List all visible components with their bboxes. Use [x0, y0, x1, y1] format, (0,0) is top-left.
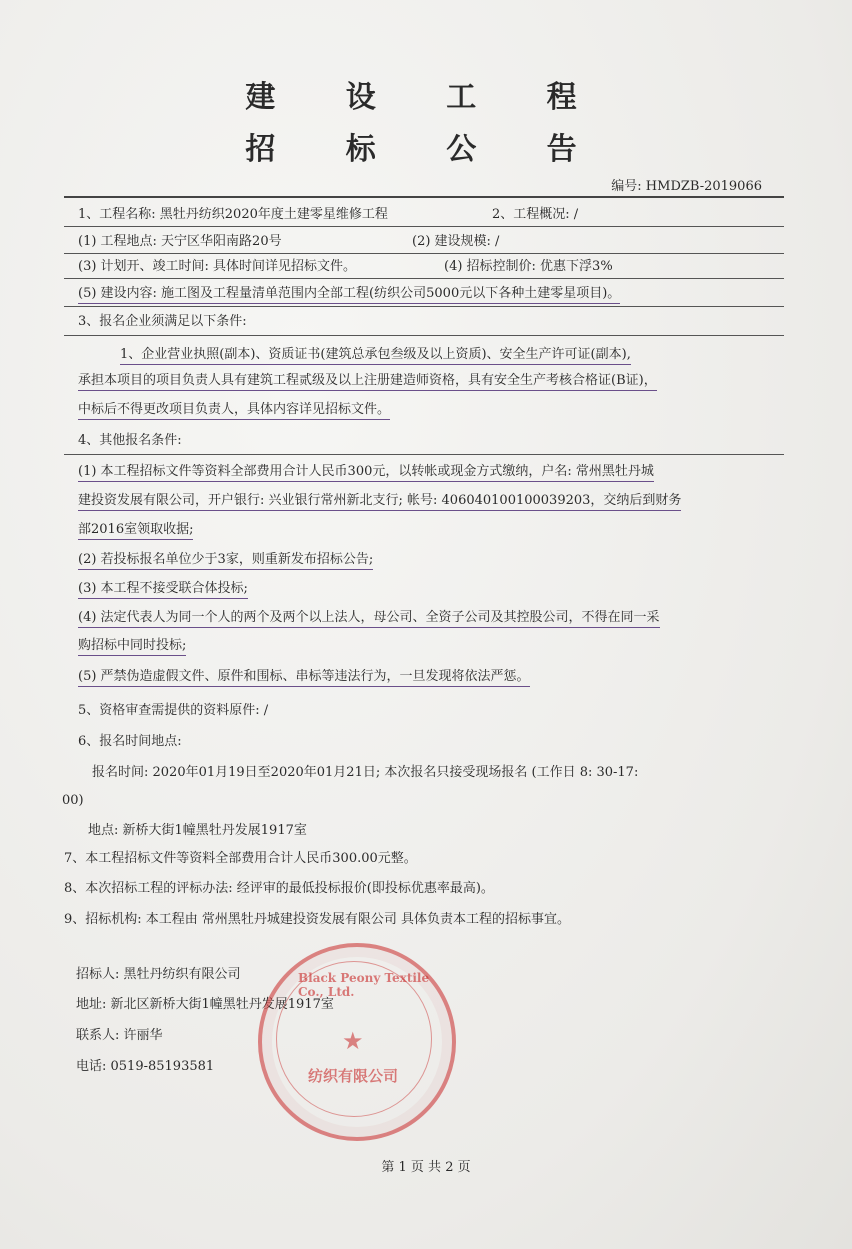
line-28: 联系人: 许丽华	[76, 1028, 163, 1043]
line-14: (3) 本工程不接受联合体投标;	[78, 580, 248, 599]
line-20: 报名时间: 2020年01月19日至2020年01月21日; 本次报名只接受现场报名 (工作日 8: 30-17:	[92, 765, 639, 780]
seal-text-chinese: 纺织有限公司	[308, 1067, 399, 1085]
line-10: (1) 本工程招标文件等资料全部费用合计人民币300元，以转帐或现金方式缴纳，户名: 常州黑牡丹城	[78, 463, 654, 482]
line-3: (3) 计划开、竣工时间: 具体时间详见招标文件。	[78, 259, 357, 274]
line-15: (4) 法定代表人为同一个人的两个及两个以上法人，母公司、全资子公司及其控股公司，不得在同一采	[78, 609, 660, 628]
line-24: 8、本次招标工程的评标办法: 经评审的最低投标报价(即投标优惠率最高)。	[64, 881, 494, 896]
line-19: 6、报名时间地点:	[78, 734, 182, 749]
line-25: 9、招标机构: 本工程由 常州黑牡丹城建投资发展有限公司 具体负责本工程的招标事宜。	[64, 912, 571, 927]
company-seal	[258, 943, 456, 1141]
divider	[64, 335, 784, 336]
line-23: 7、本工程招标文件等资料全部费用合计人民币300.00元整。	[64, 851, 417, 866]
divider	[64, 278, 784, 279]
line-16: 购招标中同时投标;	[78, 637, 186, 656]
line-27: 地址: 新北区新桥大街1幢黑牡丹发展1917室	[76, 997, 334, 1012]
divider	[64, 306, 784, 307]
line-17: (5) 严禁伪造虚假文件、原件和围标、串标等违法行为，一旦发现将依法严惩。	[78, 668, 530, 687]
divider	[64, 226, 784, 227]
title-line1: 建 设 工 程	[245, 80, 607, 115]
seal-text-english: Black Peony Textile Co., Ltd.	[298, 971, 430, 999]
doc-number: 编号: HMDZB-2019066	[611, 179, 762, 194]
line-2b: (2) 建设规模: /	[412, 234, 500, 249]
line-13: (2) 若投标报名单位少于3家，则重新发布招标公告;	[78, 551, 373, 570]
line-8: 中标后不得更改项目负责人，具体内容详见招标文件。	[78, 401, 390, 420]
divider	[64, 196, 784, 198]
line-2: (1) 工程地点: 天宁区华阳南路20号	[78, 234, 282, 249]
line-18: 5、资格审查需提供的资料原件: /	[78, 703, 269, 718]
title-line2: 招 标 公 告	[245, 132, 607, 167]
line-29: 电话: 0519-85193581	[76, 1059, 215, 1074]
line-12: 部2016室领取收据;	[78, 521, 193, 540]
line-9: 4、其他报名条件:	[78, 433, 182, 448]
line-7: 承担本项目的项目负责人具有建筑工程贰级及以上注册建造师资格，具有安全生产考核合格证(B证)，	[78, 372, 657, 391]
line-1: 1、工程名称: 黑牡丹纺织2020年度土建零星维修工程	[78, 207, 388, 222]
line-5: 3、报名企业须满足以下条件:	[78, 314, 247, 329]
line-3b: (4) 招标控制价: 优惠下浮3%	[444, 259, 613, 274]
line-26: 招标人: 黑牡丹纺织有限公司	[76, 967, 241, 982]
line-21: 00)	[62, 793, 84, 808]
line-11: 建投资发展有限公司，开户银行: 兴业银行常州新北支行; 帐号: 406040100100039203，交纳后到财务	[78, 492, 681, 511]
line-22: 地点: 新桥大街1幢黑牡丹发展1917室	[88, 823, 307, 838]
seal-star-icon: ★	[342, 1027, 364, 1055]
line-4: (5) 建设内容: 施工图及工程量清单范围内全部工程(纺织公司5000元以下各种土建零星项目)。	[78, 285, 620, 304]
divider	[64, 253, 784, 254]
page-footer: 第 1 页 共 2 页	[381, 1160, 471, 1175]
divider	[64, 454, 784, 455]
line-6: 1、企业营业执照(副本)、资质证书(建筑总承包叁级及以上资质)、安全生产许可证(副本),	[120, 346, 631, 365]
line-1b: 2、工程概况: /	[492, 207, 579, 222]
